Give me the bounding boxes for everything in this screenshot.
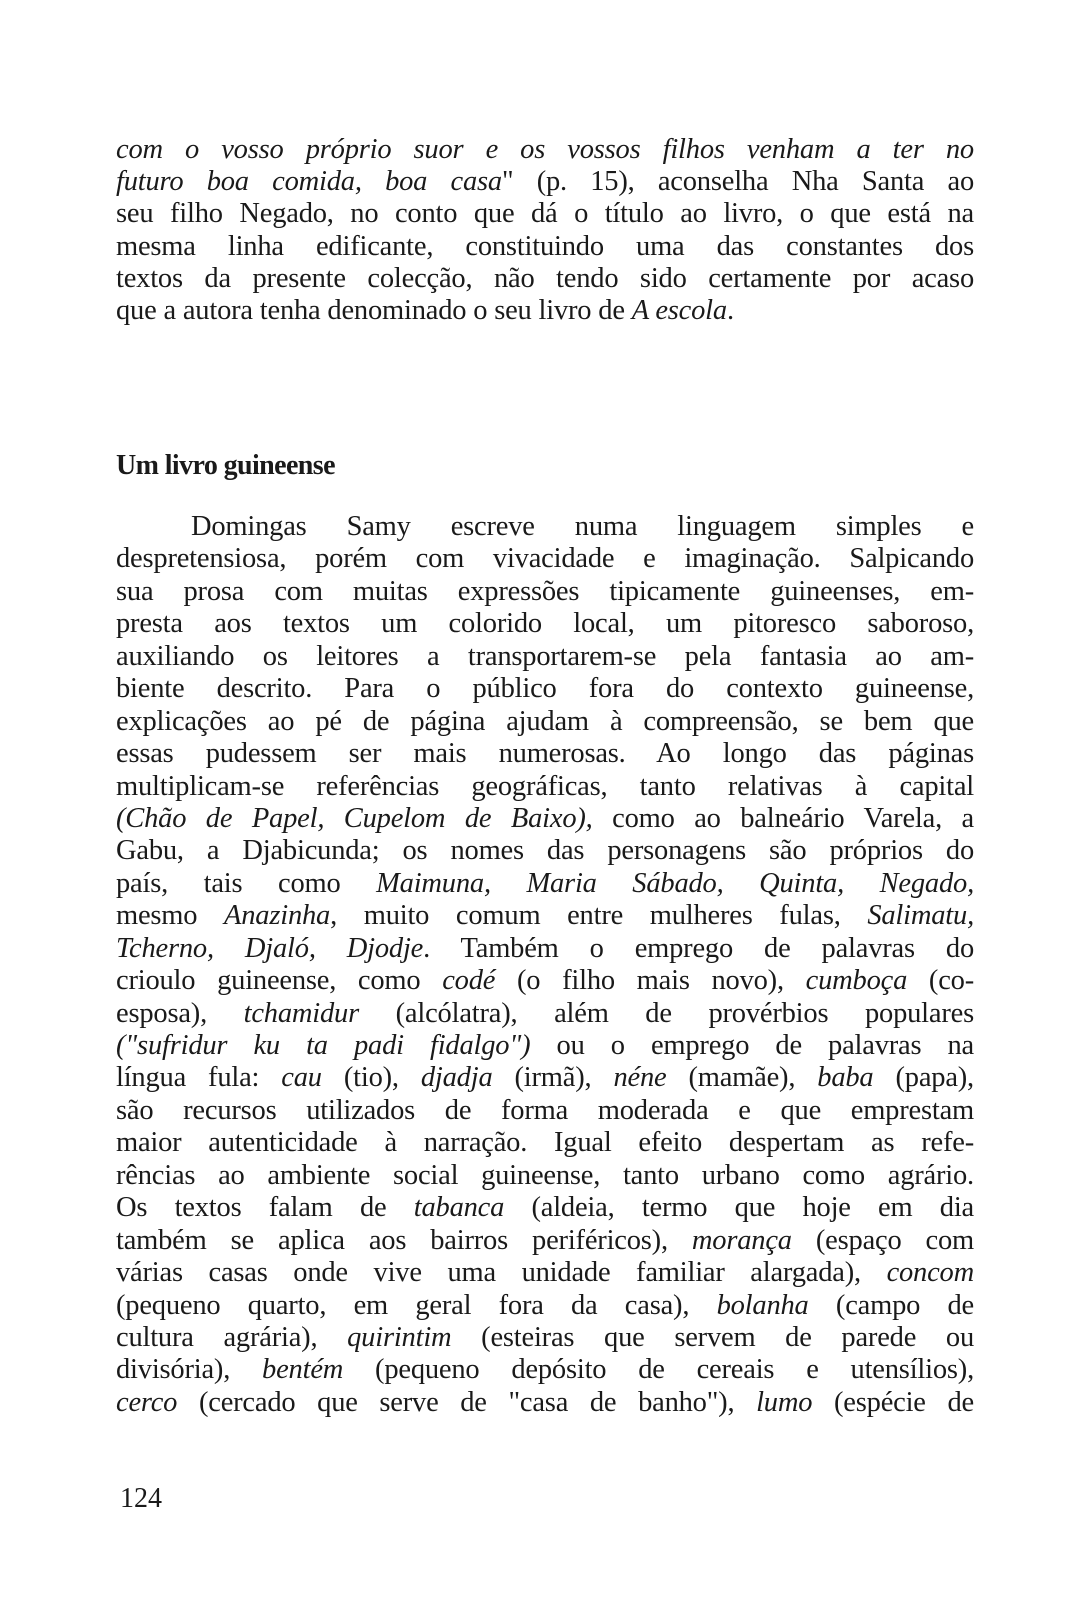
text-line	[116, 933, 974, 965]
text-line	[116, 835, 974, 867]
text-run: explicações ao pé de página ajudam à compreensão, se bem que	[116, 705, 974, 737]
text-line	[116, 965, 974, 997]
section-heading: Um livro guineense	[116, 450, 335, 481]
text-run: Os textos falam de	[116, 1192, 414, 1224]
text-line	[116, 1127, 974, 1159]
text-line	[116, 900, 974, 932]
text-run: (mamãe),	[666, 1062, 818, 1094]
text-line	[116, 231, 974, 263]
text-run: cultura agrária),	[116, 1321, 348, 1353]
text-run: Domingas Samy escreve numa linguagem simples e	[191, 511, 974, 542]
text-line	[116, 771, 974, 803]
text-line	[116, 1095, 974, 1127]
text-run: , muito comum entre mulheres fulas,	[330, 900, 868, 932]
italic-text: concom	[886, 1257, 974, 1289]
text-run: mesmo	[116, 900, 225, 932]
text-run: mesma linha edificante, constituindo uma das constantes dos	[116, 230, 974, 262]
text-line	[116, 1354, 974, 1386]
text-run: que a autora tenha denominado o seu livro de	[116, 294, 632, 326]
text-run: várias casas onde vive uma unidade familiar alargada),	[116, 1257, 887, 1289]
text-run: rências ao ambiente social guineense, tanto urbano como agrário.	[116, 1159, 974, 1191]
italic-text: cau	[281, 1062, 322, 1094]
italic-text: néne	[613, 1062, 667, 1094]
italic-text: ("sufridur ku ta padi fidalgo")	[116, 1030, 531, 1061]
text-line	[116, 1030, 974, 1062]
text-run: (tio),	[321, 1062, 421, 1094]
italic-text: bentém	[262, 1354, 344, 1386]
italic-text: tabanca	[413, 1192, 505, 1224]
text-line	[116, 511, 974, 543]
text-run: ou o emprego de palavras na	[530, 1030, 975, 1061]
text-run: são recursos utilizados de forma moderada e que emprestam	[116, 1094, 974, 1126]
text-line	[116, 1257, 974, 1289]
text-line	[116, 608, 974, 640]
text-run: esposa),	[116, 997, 244, 1029]
italic-text: com o vosso próprio suor e os vossos filhos venham a ter no	[116, 134, 974, 165]
text-line	[116, 868, 974, 900]
paragraph-body	[116, 511, 974, 1419]
text-line	[116, 1290, 974, 1322]
text-run: " (p. 15), aconselha Nha Santa ao	[501, 166, 974, 198]
text-run: essas pudessem ser mais numerosas. Ao longo das páginas	[116, 738, 974, 770]
text-run: auxiliando os leitores a transportarem-se pela fantasia ao am-	[116, 640, 974, 672]
text-run: (o filho mais novo),	[495, 965, 806, 997]
italic-text: codé	[442, 965, 496, 997]
text-run: . Também o emprego de palavras do	[423, 932, 974, 964]
italic-text: baba	[817, 1062, 874, 1094]
italic-text: lumo	[756, 1386, 813, 1418]
text-line	[116, 1062, 974, 1094]
italic-text: A escola	[631, 294, 727, 326]
text-line	[116, 263, 974, 295]
paragraph-continued	[116, 134, 974, 327]
text-line	[116, 803, 974, 835]
text-run: despretensiosa, porém com vivacidade e imaginação. Salpicando	[116, 543, 974, 575]
text-run: (espaço com	[791, 1224, 975, 1256]
text-run: (aldeia, termo que hoje em dia	[504, 1192, 974, 1224]
text-run: também se aplica aos bairros periféricos),	[116, 1224, 692, 1256]
italic-text: (Chão de Papel, Cupelom de Baixo),	[116, 802, 593, 834]
italic-text: cumboça	[805, 965, 908, 997]
page-number: 124	[120, 1483, 162, 1514]
italic-text: djadja	[420, 1062, 493, 1094]
text-line	[116, 576, 974, 608]
text-run: maior autenticidade à narração. Igual efeito despertam as refe-	[116, 1127, 974, 1159]
text-run: biente descrito. Para o público fora do contexto guineense,	[116, 673, 974, 705]
italic-text: Maimuna, Maria Sábado, Quinta, Negado,	[376, 867, 974, 899]
text-run: multiplicam-se referências geográficas, tanto relativas à capital	[116, 770, 974, 802]
text-line	[116, 706, 974, 738]
italic-text: morança	[691, 1224, 792, 1256]
text-line	[116, 543, 974, 575]
italic-text: tchamidur	[243, 997, 359, 1029]
text-run: crioulo guineense, como	[116, 965, 443, 997]
text-line	[116, 1387, 974, 1419]
text-run: (co-	[907, 965, 974, 997]
italic-text: futuro boa comida, boa casa	[116, 166, 502, 198]
text-line	[116, 166, 974, 198]
text-line	[116, 1192, 974, 1224]
text-run: sua prosa com muitas expressões tipicamente guineenses, em-	[116, 575, 974, 607]
italic-text: cerco	[116, 1386, 178, 1418]
text-line	[116, 673, 974, 705]
text-line	[116, 738, 974, 770]
text-run: (alcólatra), além de provérbios populares	[359, 997, 974, 1029]
text-run: divisória),	[116, 1354, 263, 1386]
text-line	[116, 198, 974, 230]
text-run: (papa),	[873, 1062, 974, 1094]
italic-text: bolanha	[716, 1289, 809, 1321]
text-run: (pequeno depósito de cereais e utensílios),	[343, 1354, 975, 1386]
italic-text: quirintim	[347, 1321, 452, 1353]
text-line	[116, 295, 974, 327]
text-run: língua fula:	[116, 1062, 282, 1094]
text-line	[116, 134, 974, 166]
text-line	[116, 1322, 974, 1354]
text-run: como ao balneário Varela, a	[592, 802, 975, 834]
text-run: (espécie de	[812, 1386, 974, 1418]
text-run: textos da presente colecção, não tendo sido certamente por acaso	[116, 262, 974, 294]
text-run: país, tais como	[116, 867, 377, 899]
text-run: Gabu, a Djabicunda; os nomes das personagens são próprios do	[116, 835, 974, 867]
text-run: (cercado que serve de "casa de banho"),	[177, 1386, 757, 1418]
text-run: (campo de	[808, 1289, 974, 1321]
italic-text: Anazinha	[224, 900, 331, 932]
text-line	[116, 641, 974, 673]
text-line	[116, 1225, 974, 1257]
text-run: seu filho Negado, no conto que dá o título ao livro, o que está na	[116, 198, 974, 230]
text-run: (pequeno quarto, em geral fora da casa),	[116, 1289, 717, 1321]
text-run: presta aos textos um colorido local, um pitoresco saboroso,	[116, 608, 974, 640]
text-line	[116, 1160, 974, 1192]
italic-text: Salimatu,	[867, 900, 974, 932]
text-line	[116, 998, 974, 1030]
text-run: .	[726, 294, 734, 326]
text-run: (irmã),	[492, 1062, 614, 1094]
text-run: (esteiras que servem de parede ou	[451, 1321, 974, 1353]
italic-text: Tcherno, Djaló, Djodje	[116, 932, 424, 964]
